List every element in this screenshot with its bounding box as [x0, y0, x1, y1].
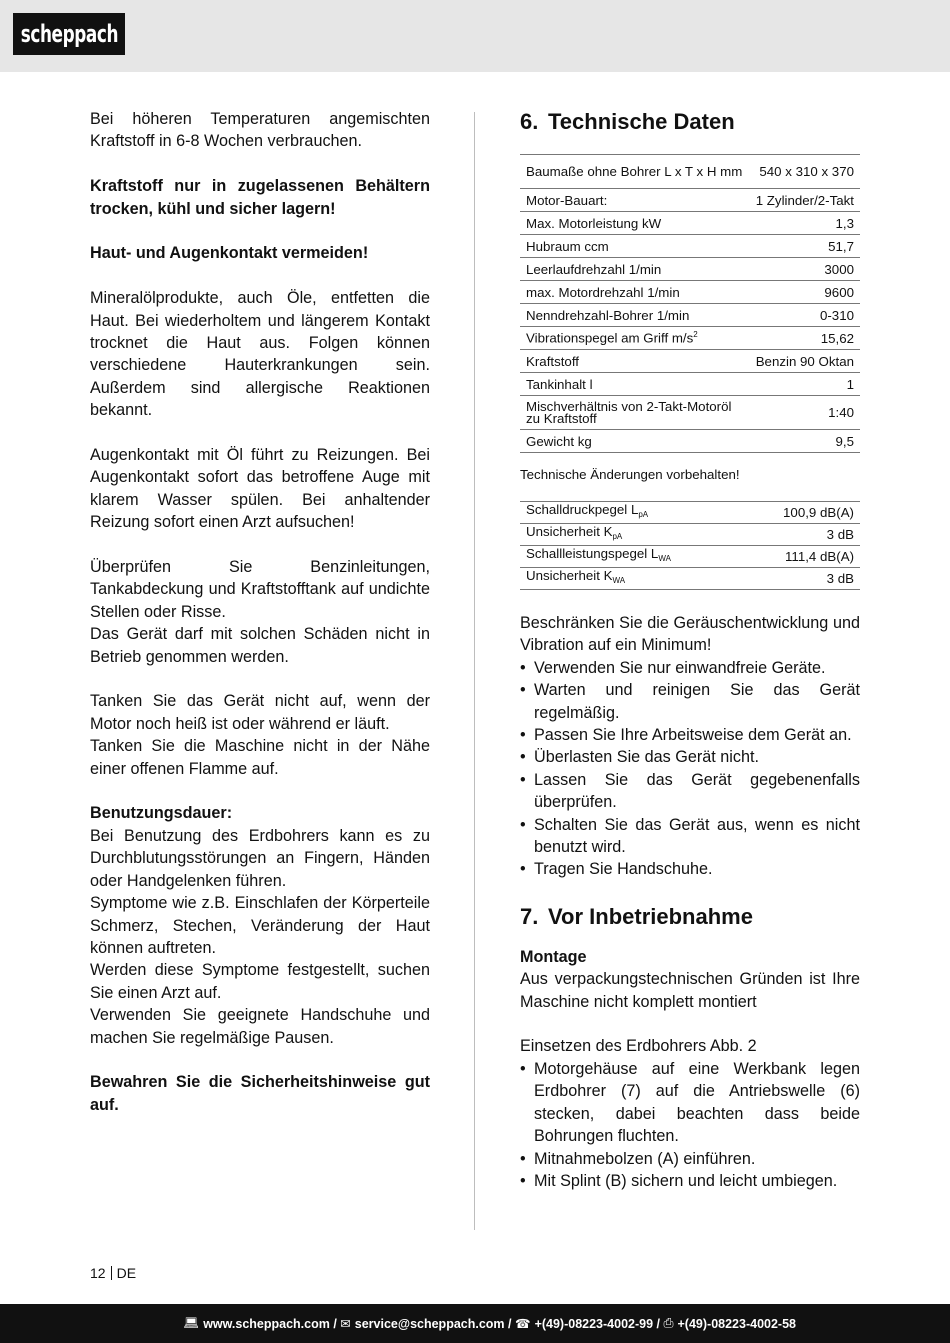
paragraph: Bei höheren Temperaturen angemischten Kraftstoff in 6-8 Wochen verbrauchen.: [90, 110, 430, 151]
paragraph: Tanken Sie die Maschine nicht in der Nähe einer offenen Flamme auf.: [90, 737, 430, 778]
paragraph: Einsetzen des Erdbohrers Abb. 2: [520, 1037, 757, 1056]
table-row: Schallleistungspegel $L_{WA}$ 111,4 dB(A): [520, 546, 860, 568]
list-item: • Lassen Sie das Gerät gegebenenfalls überprüfen.: [520, 769, 860, 814]
page-number: 12 DE: [90, 1265, 137, 1281]
tech-data-table: [520, 154, 860, 453]
paragraph: Mineralölprodukte, auch Öle, entfetten die Haut. Bei wiederholtem und längerem Kontakt trocknet die Haut aus. Folgen können verschiedene Hauterkrankungen sein. Außerdem sind allergische Reaktionen bekannt.: [90, 289, 430, 420]
reduction-list: [520, 657, 860, 881]
list-item: • Verwenden Sie nur einwandfreie Geräte.: [520, 657, 860, 679]
list-item: • Überlasten Sie das Gerät nicht.: [520, 746, 860, 768]
table-row: Kraftstoff Benzin 90 Oktan: [520, 350, 860, 373]
header-bar: [0, 0, 950, 72]
list-item: • Passen Sie Ihre Arbeitsweise dem Gerät an.: [520, 724, 860, 746]
right-column: [520, 108, 860, 1192]
mail-icon: ✉: [340, 1317, 351, 1331]
table-row: Gewicht kg 9,5: [520, 430, 860, 453]
table-row: max. Motordrehzahl 1/min 9600: [520, 281, 860, 304]
footer-phone: +(49)-08223-4002-99 /: [534, 1316, 660, 1331]
noise-table: [520, 501, 860, 590]
footer-fax: +(49)-08223-4002-58: [677, 1316, 796, 1331]
warning-storage: Kraftstoff nur in zugelassenen Behältern trocken, kühl und sicher lagern!: [90, 177, 430, 218]
paragraph: Verwenden Sie geeignete Handschuhe und machen Sie regelmäßige Pausen.: [90, 1006, 430, 1047]
table-row: Hubraum ccm 51,7: [520, 235, 860, 258]
table-row: Motor-Bauart: 1 Zylinder/2-Takt: [520, 189, 860, 212]
list-item: • Tragen Sie Handschuhe.: [520, 858, 860, 880]
keep-instructions: Bewahren Sie die Sicherheitshinweise gut auf.: [90, 1073, 430, 1114]
column-divider: [474, 112, 475, 1230]
paragraph: Überprüfen Sie Benzinleitungen, Tankabdeckung und Kraftstofftank auf undichte Stellen oder Risse.: [90, 558, 430, 621]
assembly-steps: [520, 1058, 860, 1192]
paragraph: Tanken Sie das Gerät nicht auf, wenn der Motor noch heiß ist oder während er läuft.: [90, 692, 430, 733]
left-column: [90, 108, 430, 1139]
warning-contact: Haut- und Augenkontakt vermeiden!: [90, 244, 369, 263]
paragraph: Werden diese Symptome festgestellt, suchen Sie einen Arzt auf.: [90, 961, 430, 1002]
paragraph: Aus verpackungstechnischen Gründen ist Ihre Maschine nicht komplett montiert: [520, 970, 860, 1011]
tech-changes-note: Technische Änderungen vorbehalten!: [520, 467, 740, 482]
computer-icon: 💻︎: [183, 1316, 200, 1330]
paragraph: Symptome wie z.B. Einschlafen der Körperteile Schmerz, Stechen, Veränderung der Haut können auftreten.: [90, 894, 430, 957]
fax-icon: ⎙: [663, 1316, 674, 1330]
section-6-heading: 6. Technische Daten: [520, 109, 735, 134]
table-row: Schalldruckpegel $L_{pA}$ 100,9 dB(A): [520, 502, 860, 524]
brand-logo: scheppach: [13, 13, 125, 55]
assembly-text: [520, 946, 860, 1192]
phone-icon: ☎: [514, 1317, 531, 1331]
paragraph: Das Gerät darf mit solchen Schäden nicht in Betrieb genommen werden.: [90, 625, 430, 666]
table-row: Unsicherheit $K_{WA}$ 3 dB: [520, 568, 860, 590]
list-item: • Mitnahmebolzen (A) einführen.: [520, 1148, 860, 1170]
table-row: Baumaße ohne Bohrer L x T x H mm 540 x 310 x 370: [520, 155, 860, 189]
list-item: • Warten und reinigen Sie das Gerät regelmäßig.: [520, 679, 860, 724]
table-row: Max. Motorleistung kW 1,3: [520, 212, 860, 235]
table-row: Leerlaufdrehzahl 1/min 3000: [520, 258, 860, 281]
table-row: Tankinhalt l 1: [520, 373, 860, 396]
table-row: Nenndrehzahl-Bohrer 1/min 0-310: [520, 304, 860, 327]
table-row: Mischverhältnis von 2-Takt-Motoröl zu Kraftstoff 1:40: [520, 396, 860, 430]
footer-bar: [0, 1304, 950, 1343]
list-item: • Motorgehäuse auf eine Werkbank legen Erdbohrer (7) auf die Antriebswelle (6) stecken, dabei beachten dass beide Bohrungen fluchten.: [520, 1058, 860, 1148]
table-row: Unsicherheit $K_{pA}$ 3 dB: [520, 524, 860, 546]
paragraph: Augenkontakt mit Öl führt zu Reizungen. Bei Augenkontakt sofort das betroffene Auge mit klarem Wasser spülen. Bei anhaltender Reizung sofort einen Arzt aufsuchen!: [90, 446, 430, 532]
usage-title: Benutzungsdauer:: [90, 804, 233, 823]
assembly-title: Montage: [520, 947, 587, 966]
list-item: • Mit Splint (B) sichern und leicht umbiegen.: [520, 1170, 860, 1192]
paragraph: Bei Benutzung des Erdbohrers kann es zu Durchblutungsstörungen an Fingern, Händen oder Handgelenken führen.: [90, 826, 430, 890]
table-row: Vibrationspegel am Griff $m/s^2$ 15,62: [520, 327, 860, 350]
section-7-heading: 7. Vor Inbetriebnahme: [520, 903, 753, 929]
footer-web[interactable]: www.scheppach.com /: [203, 1316, 337, 1331]
footer-mail[interactable]: service@scheppach.com /: [354, 1316, 512, 1331]
list-item: • Schalten Sie das Gerät aus, wenn es nicht benutzt wird.: [520, 814, 860, 859]
noise-reduction-text: Beschränken Sie die Geräuschentwicklung und Vibration auf ein Minimum! • Verwenden Sie nur einwandfreie Geräte. • Warten und reinigen Sie das Gerät regelmäßig. • Passen Sie Ihre Arbeitsweise dem Gerät an. • Überlasten Sie das Gerät nicht. • Lassen Sie das Gerät gegebenenfalls überprüfen. • Schalten Sie das Gerät aus, wenn es nicht benutzt wird. • Tragen Sie Handschuhe.: [520, 612, 860, 881]
